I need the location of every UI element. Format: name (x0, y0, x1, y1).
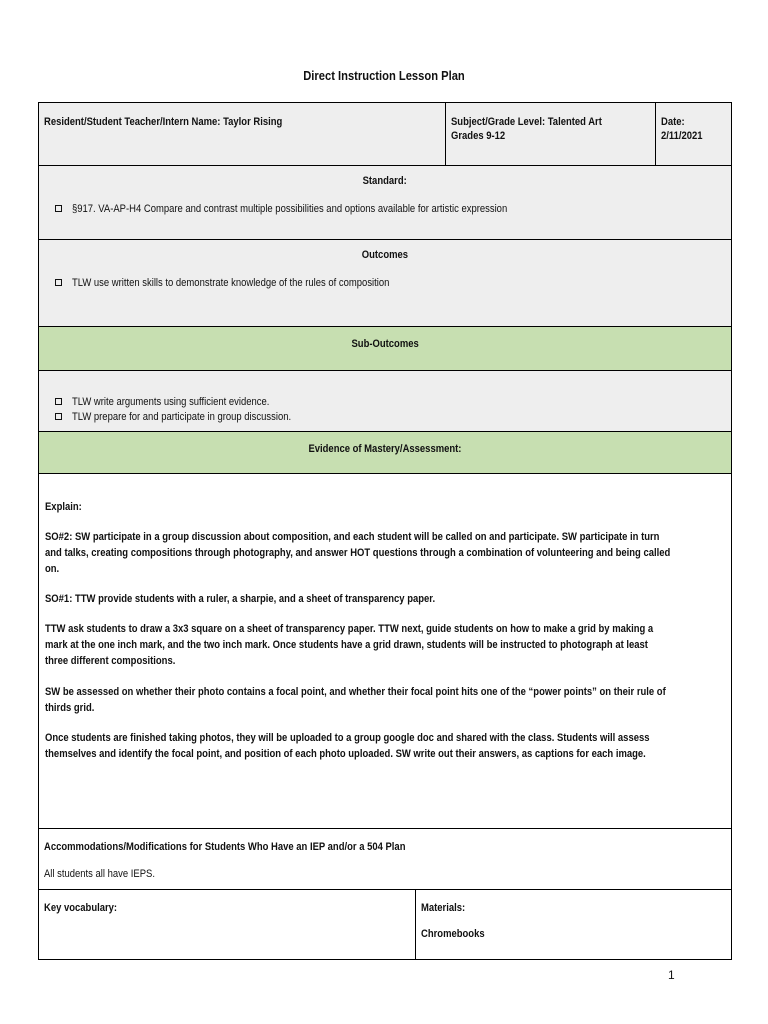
assessment-body (39, 474, 731, 828)
paragraph-grid-instructions: TTW ask students to draw a 3x3 square on a sheet of transparency paper. TTW next, guide students on how to make a grid by making a mark at the one inch mark, and the two inch mark. Once students have a grid drawn, students will be instructed to photograph at least three different compositions. (45, 623, 654, 667)
checkbox-bullet-icon (55, 205, 62, 212)
sub-outcome-item: TLW prepare for and participate in group discussion. (55, 410, 327, 424)
accommodations-heading: Accommodations/Modifications for Students Who Have an IEP and/or a 504 Plan (44, 841, 406, 853)
subject-cell (446, 103, 655, 165)
checkbox-bullet-icon (55, 279, 62, 286)
lesson-plan-table (38, 102, 732, 960)
document-title: Direct Instruction Lesson Plan (303, 68, 465, 83)
sub-outcome-item: TLW write arguments using sufficient evidence. (55, 395, 301, 409)
outcome-item: TLW use written skills to demonstrate knowledge of the rules of composition (55, 276, 441, 290)
checkbox-bullet-icon (55, 398, 62, 405)
name-cell (39, 103, 445, 165)
date-label: Date: (661, 116, 685, 128)
explain-label: Explain: (45, 501, 82, 513)
date-value: 2/11/2021 (661, 130, 703, 142)
sub-outcomes-heading: Sub-Outcomes (351, 338, 419, 350)
paragraph-upload-instructions: Once students are finished taking photos, they will be uploaded to a group google doc and shared with the class. Students will assess themselves and identify the focal point, and position of each photo uploaded. SW write out their answers, as captions for each image. (45, 732, 650, 760)
vocabulary-cell (39, 890, 415, 959)
sub-outcomes-list (39, 371, 731, 431)
accommodations-section (39, 829, 731, 889)
page-number: 1 (668, 968, 675, 982)
standard-section (39, 166, 731, 239)
paragraph-so1: SO#1: TTW provide students with a ruler, a sharpie, and a sheet of transparency paper. (45, 593, 436, 605)
paragraph-so2: SO#2: SW participate in a group discussion about composition, and each student will be called on and participate. SW participate in turn and talks, creating compositions through photography, and answer HOT questions through a combination of volunteering and being called on. (45, 531, 671, 575)
assessment-header (39, 432, 731, 473)
vocabulary-heading: Key vocabulary: (44, 902, 118, 914)
assessment-heading: Evidence of Mastery/Assessment: (308, 443, 462, 455)
accommodations-text: All students all have IEPS. (44, 868, 155, 880)
checkbox-bullet-icon (55, 413, 62, 420)
materials-cell (416, 890, 731, 959)
outcomes-heading: Outcomes (361, 249, 409, 261)
date-cell (656, 103, 731, 165)
standard-heading: Standard: (362, 175, 408, 187)
sub-outcomes-header (39, 327, 731, 370)
standard-item: §917. VA-AP-H4 Compare and contrast multiple possibilities and options available for artistic expression (55, 202, 578, 216)
outcomes-section (39, 240, 731, 326)
subject-grade-line1: Subject/Grade Level: Talented Art (451, 116, 602, 128)
materials-heading: Materials: (421, 902, 466, 914)
subject-grade-line2: Grades 9-12 (451, 130, 506, 142)
materials-item: Chromebooks (421, 928, 485, 940)
teacher-name: Resident/Student Teacher/Intern Name: Taylor Rising (44, 116, 283, 128)
paragraph-assessment-criteria: SW be assessed on whether their photo contains a focal point, and whether their focal point hits one of the “power points” on their rule of thirds grid. (45, 686, 666, 714)
